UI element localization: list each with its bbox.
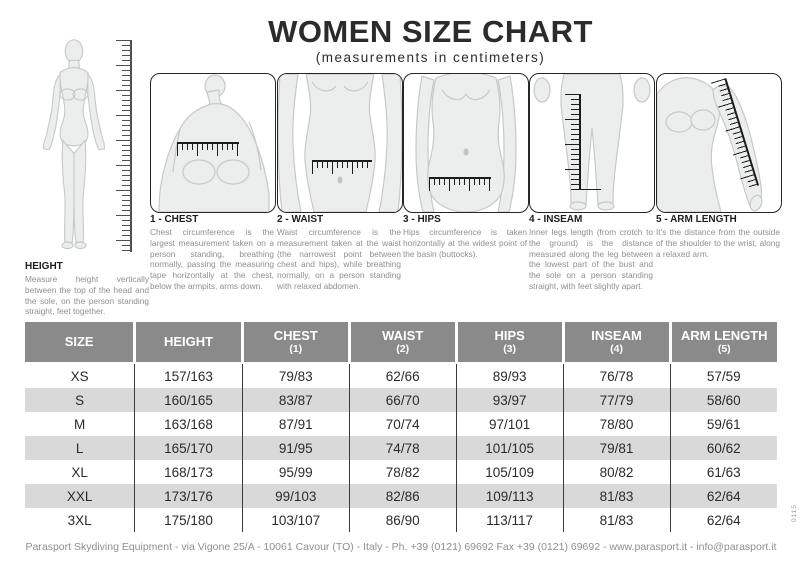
waist-guide-text: Waist circumference is the measurement taken at the waist (the narrowest point between chest and hips), while breathing normally, on a person standing with relaxed abdomen. bbox=[277, 227, 401, 291]
size-table bbox=[25, 322, 777, 532]
chest-guide-label: 1 - CHEST bbox=[150, 214, 199, 225]
doc-code: 0115 bbox=[791, 504, 798, 522]
measurement-cell: 66/70 bbox=[349, 388, 456, 412]
col-waist: WAIST (2) bbox=[349, 322, 456, 363]
chest-tape-icon bbox=[177, 142, 239, 156]
measurement-cell: 62/66 bbox=[349, 363, 456, 388]
hips-guide bbox=[403, 214, 527, 259]
size-label-cell: S bbox=[75, 392, 85, 408]
hips-figure-icon bbox=[404, 74, 528, 212]
measurement-cell: 78/80 bbox=[563, 412, 670, 436]
height-guide-label: HEIGHT bbox=[25, 261, 63, 272]
page-subtitle: (measurements in centimeters) bbox=[315, 50, 546, 65]
hips-illustration-box bbox=[403, 73, 529, 213]
measurement-cell: 113/117 bbox=[456, 508, 563, 532]
waist-figure-icon bbox=[278, 74, 402, 212]
inseam-ruler-icon bbox=[565, 94, 581, 190]
measurement-cell: 163/168 bbox=[135, 412, 243, 436]
measurement-cell: 62/64 bbox=[670, 484, 777, 508]
measurement-cell: 93/97 bbox=[456, 388, 563, 412]
measurement-cell: 79/83 bbox=[242, 363, 349, 388]
col-hips: HIPS (3) bbox=[456, 322, 563, 363]
size-row bbox=[25, 484, 777, 508]
page-title: WOMEN SIZE CHART bbox=[268, 14, 593, 49]
size-row bbox=[25, 363, 777, 388]
arm-length-guide-label: 5 - ARM LENGTH bbox=[656, 214, 737, 225]
height-guide bbox=[25, 261, 149, 317]
col-arm-length: ARM LENGTH (5) bbox=[670, 322, 777, 363]
waist-tape-icon bbox=[312, 160, 372, 174]
measurement-cell: 89/93 bbox=[456, 363, 563, 388]
chest-guide-text: Chest circumference is the largest measurement taken on a person standing, breathing normally, passing the measuring tape horizontally at the chest, below the armpits, arms down. bbox=[150, 227, 274, 291]
measurement-cell: 70/74 bbox=[349, 412, 456, 436]
size-row bbox=[25, 436, 777, 460]
inseam-guide-label: 4 - INSEAM bbox=[529, 214, 583, 225]
measurement-cell: 105/109 bbox=[456, 460, 563, 484]
size-label-cell: XL bbox=[71, 464, 88, 480]
measurement-cell: 61/63 bbox=[670, 460, 777, 484]
col-inseam: INSEAM (4) bbox=[563, 322, 670, 363]
measurement-cell: 95/99 bbox=[242, 460, 349, 484]
full-body-figure bbox=[28, 34, 120, 258]
measurement-cell: 81/83 bbox=[563, 508, 670, 532]
col-height: HEIGHT bbox=[135, 322, 243, 363]
woman-silhouette-icon bbox=[28, 34, 120, 258]
size-label-cell: 3XL bbox=[67, 512, 92, 528]
measurement-cell: 173/176 bbox=[135, 484, 243, 508]
measurement-cell: 82/86 bbox=[349, 484, 456, 508]
measurement-cell: 99/103 bbox=[242, 484, 349, 508]
waist-guide-label: 2 - WAIST bbox=[277, 214, 324, 225]
measurement-cell: 165/170 bbox=[135, 436, 243, 460]
size-table-header-row bbox=[25, 322, 777, 363]
measurement-cell: 76/78 bbox=[563, 363, 670, 388]
measurement-cell: 77/79 bbox=[563, 388, 670, 412]
chest-illustration-box bbox=[150, 73, 276, 213]
measurement-cell: 87/91 bbox=[242, 412, 349, 436]
arm-length-illustration-box bbox=[656, 73, 782, 213]
inseam-guide bbox=[529, 214, 653, 292]
measurement-cell: 60/62 bbox=[670, 436, 777, 460]
size-label-cell: XXL bbox=[66, 488, 93, 504]
measurement-cell: 79/81 bbox=[563, 436, 670, 460]
inseam-figure-icon bbox=[530, 74, 654, 212]
measurement-cell: 80/82 bbox=[563, 460, 670, 484]
size-label-cell: XS bbox=[70, 368, 89, 384]
hips-guide-label: 3 - HIPS bbox=[403, 214, 441, 225]
inseam-guide-text: Inner legs length (from crotch to the ground) is the distance measured along the leg between the lowest part of the bust and the sole on a person standing straight, with feet slightly apart. bbox=[529, 227, 653, 291]
measurement-cell: 83/87 bbox=[242, 388, 349, 412]
size-row bbox=[25, 508, 777, 532]
measurement-cell: 58/60 bbox=[670, 388, 777, 412]
measurement-cell: 62/64 bbox=[670, 508, 777, 532]
measurement-cell: 168/173 bbox=[135, 460, 243, 484]
measurement-cell: 101/105 bbox=[456, 436, 563, 460]
size-table-body bbox=[25, 363, 777, 532]
size-row bbox=[25, 412, 777, 436]
arm-length-guide-text: It's the distance from the outside of the shoulder to the wrist, along a relaxed arm. bbox=[656, 227, 780, 259]
waist-guide bbox=[277, 214, 401, 292]
height-ruler-icon bbox=[116, 40, 132, 252]
measurement-cell: 109/113 bbox=[456, 484, 563, 508]
measurement-cell: 57/59 bbox=[670, 363, 777, 388]
inseam-illustration-box bbox=[529, 73, 655, 213]
footer-contact-line: Parasport Skydiving Equipment - via Vigone 25/A - 10061 Cavour (TO) - Italy - Ph. +39 (0121) 69692 Fax +39 (0121) 69692 - www.parasport.it - info@parasport.it bbox=[25, 541, 777, 553]
hips-guide-text: Hips circumference is taken horizontally at the widest point of the basin (buttocks). bbox=[403, 227, 527, 259]
measurement-cell: 160/165 bbox=[135, 388, 243, 412]
size-label-cell: M bbox=[74, 416, 86, 432]
height-guide-text: Measure height vertically between the top of the head and the sole, on the person standing straight, feet together. bbox=[25, 274, 149, 317]
measurement-cell: 78/82 bbox=[349, 460, 456, 484]
waist-illustration-box bbox=[277, 73, 403, 213]
measurement-cell: 74/78 bbox=[349, 436, 456, 460]
measurement-cell: 175/180 bbox=[135, 508, 243, 532]
measurement-cell: 103/107 bbox=[242, 508, 349, 532]
hips-tape-icon bbox=[429, 177, 491, 191]
measurement-cell: 157/163 bbox=[135, 363, 243, 388]
measurement-cell: 97/101 bbox=[456, 412, 563, 436]
size-row bbox=[25, 460, 777, 484]
col-chest: CHEST (1) bbox=[242, 322, 349, 363]
measurement-cell: 91/95 bbox=[242, 436, 349, 460]
chest-guide bbox=[150, 214, 274, 292]
measurement-cell: 81/83 bbox=[563, 484, 670, 508]
size-label-cell: L bbox=[75, 440, 84, 456]
measurement-cell: 86/90 bbox=[349, 508, 456, 532]
arm-length-guide bbox=[656, 214, 780, 259]
size-row bbox=[25, 388, 777, 412]
col-size: SIZE bbox=[25, 322, 135, 363]
measurement-cell: 59/61 bbox=[670, 412, 777, 436]
